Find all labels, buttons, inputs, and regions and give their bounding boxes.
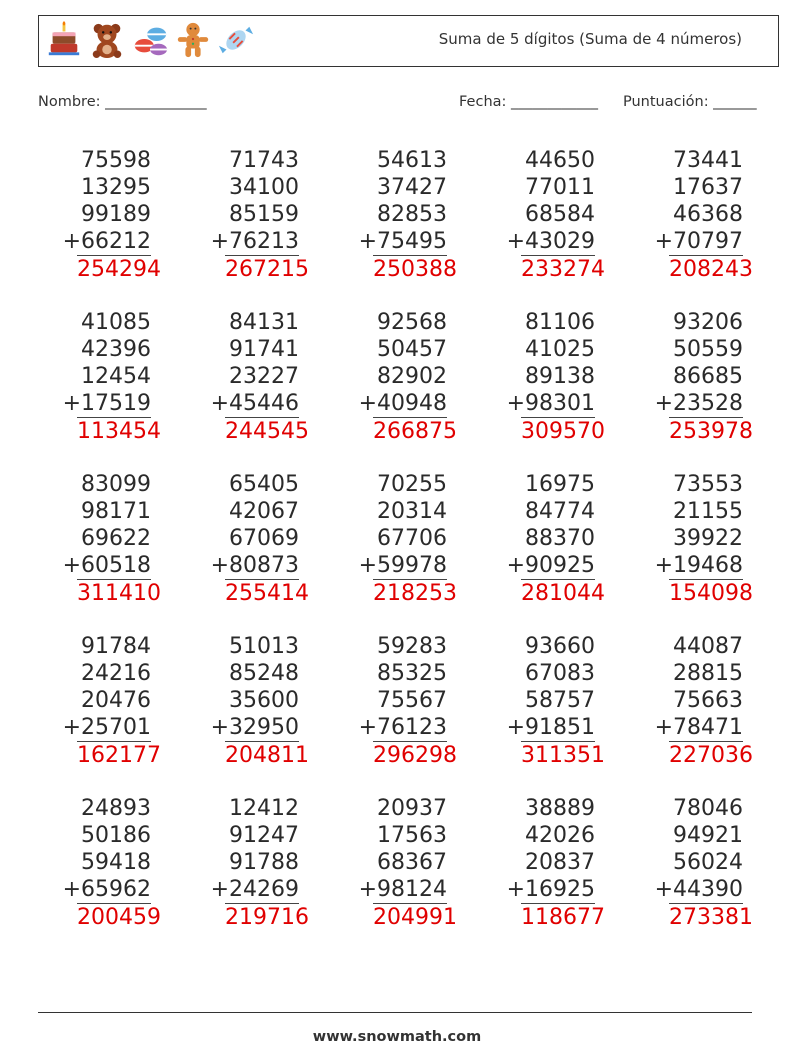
addend-3: 12454	[81, 364, 151, 389]
addend-2: 42396	[81, 337, 151, 362]
addend-3: 99189	[81, 202, 151, 227]
answer: 296298	[373, 743, 457, 768]
addend-3: 67069	[229, 526, 299, 551]
addend-3: 23227	[229, 364, 299, 389]
answer: 233274	[521, 257, 605, 282]
date-field: Fecha: ____________	[459, 94, 599, 110]
addition-problem	[209, 309, 309, 445]
addition-problem	[357, 471, 457, 607]
addend-2: 67083	[525, 661, 595, 686]
addend-2: 17637	[673, 175, 743, 200]
addend-4: +80873	[210, 553, 299, 578]
addition-problem	[61, 309, 161, 445]
addend-3: 68367	[377, 850, 447, 875]
addition-problem	[357, 309, 457, 445]
addend-2: 13295	[81, 175, 151, 200]
addend-4: +24269	[210, 877, 299, 902]
addition-problem	[505, 147, 605, 283]
answer: 273381	[669, 905, 753, 930]
addition-problem	[653, 471, 753, 607]
addition-problem	[209, 795, 309, 931]
addition-problem	[209, 633, 309, 769]
addend-3: 82853	[377, 202, 447, 227]
addend-4: +66212	[62, 229, 151, 254]
candy-icon	[217, 21, 255, 59]
addend-1: 83099	[81, 472, 151, 497]
addend-4: +59978	[358, 553, 447, 578]
addend-4: +70797	[654, 229, 743, 254]
addend-1: 38889	[525, 796, 595, 821]
score-field: Puntuación: ______	[623, 94, 757, 110]
addition-problem	[61, 147, 161, 283]
addend-2: 17563	[377, 823, 447, 848]
addend-1: 24893	[81, 796, 151, 821]
answer: 311351	[521, 743, 605, 768]
addend-2: 42026	[525, 823, 595, 848]
addend-2: 98171	[81, 499, 151, 524]
addend-3: 82902	[377, 364, 447, 389]
addend-1: 78046	[673, 796, 743, 821]
addend-1: 84131	[229, 310, 299, 335]
addend-1: 44650	[525, 148, 595, 173]
addend-3: 59418	[81, 850, 151, 875]
macarons-icon	[131, 21, 169, 59]
addend-1: 73553	[673, 472, 743, 497]
worksheet-title: Suma de 5 dígitos (Suma de 4 números)	[438, 30, 742, 48]
answer: 244545	[225, 419, 309, 444]
addition-problem	[505, 309, 605, 445]
addition-problem	[61, 795, 161, 931]
addend-1: 54613	[377, 148, 447, 173]
addend-4: +91851	[506, 715, 595, 740]
addend-4: +25701	[62, 715, 151, 740]
addend-1: 20937	[377, 796, 447, 821]
addend-1: 93660	[525, 634, 595, 659]
addend-2: 84774	[525, 499, 595, 524]
addend-2: 91247	[229, 823, 299, 848]
addend-3: 39922	[673, 526, 743, 551]
addend-4: +17519	[62, 391, 151, 416]
addend-2: 50559	[673, 337, 743, 362]
header-box	[38, 15, 779, 67]
addend-3: 85159	[229, 202, 299, 227]
addend-2: 20314	[377, 499, 447, 524]
answer: 200459	[77, 905, 161, 930]
addition-problem	[653, 633, 753, 769]
answer: 154098	[669, 581, 753, 606]
addition-problem	[653, 147, 753, 283]
addend-1: 75598	[81, 148, 151, 173]
teddy-bear-icon	[88, 21, 126, 59]
gingerbread-man-icon	[174, 21, 212, 59]
addend-4: +98124	[358, 877, 447, 902]
addend-2: 21155	[673, 499, 743, 524]
addend-4: +98301	[506, 391, 595, 416]
addend-4: +43029	[506, 229, 595, 254]
addend-1: 93206	[673, 310, 743, 335]
addend-3: 58757	[525, 688, 595, 713]
addend-4: +45446	[210, 391, 299, 416]
addend-4: +90925	[506, 553, 595, 578]
addend-3: 35600	[229, 688, 299, 713]
addend-1: 16975	[525, 472, 595, 497]
addend-4: +23528	[654, 391, 743, 416]
answer: 250388	[373, 257, 457, 282]
addend-2: 42067	[229, 499, 299, 524]
addend-1: 59283	[377, 634, 447, 659]
addend-2: 85248	[229, 661, 299, 686]
addend-4: +40948	[358, 391, 447, 416]
footer-website: www.snowmath.com	[312, 1029, 482, 1045]
addend-4: +60518	[62, 553, 151, 578]
addend-1: 81106	[525, 310, 595, 335]
addend-3: 69622	[81, 526, 151, 551]
addend-2: 37427	[377, 175, 447, 200]
answer: 227036	[669, 743, 753, 768]
answer: 204991	[373, 905, 457, 930]
addition-problem	[357, 795, 457, 931]
addition-problem	[505, 633, 605, 769]
answer: 113454	[77, 419, 161, 444]
addition-problem	[505, 795, 605, 931]
addend-1: 70255	[377, 472, 447, 497]
addend-1: 51013	[229, 634, 299, 659]
addend-4: +16925	[506, 877, 595, 902]
addition-problem	[653, 795, 753, 931]
addend-3: 46368	[673, 202, 743, 227]
answer: 204811	[225, 743, 309, 768]
answer: 311410	[77, 581, 161, 606]
addend-2: 50457	[377, 337, 447, 362]
addend-4: +75495	[358, 229, 447, 254]
cake-icon	[45, 21, 83, 59]
answer: 162177	[77, 743, 161, 768]
addend-4: +78471	[654, 715, 743, 740]
addend-4: +44390	[654, 877, 743, 902]
addition-problem	[61, 633, 161, 769]
answer: 281044	[521, 581, 605, 606]
addend-1: 73441	[673, 148, 743, 173]
addend-4: +32950	[210, 715, 299, 740]
addend-2: 91741	[229, 337, 299, 362]
addend-3: 86685	[673, 364, 743, 389]
answer: 253978	[669, 419, 753, 444]
answer: 255414	[225, 581, 309, 606]
addend-3: 20476	[81, 688, 151, 713]
addend-1: 92568	[377, 310, 447, 335]
addend-3: 75663	[673, 688, 743, 713]
addition-problem	[209, 471, 309, 607]
addend-2: 50186	[81, 823, 151, 848]
addend-2: 28815	[673, 661, 743, 686]
addition-problem	[357, 147, 457, 283]
addend-2: 77011	[525, 175, 595, 200]
addend-2: 94921	[673, 823, 743, 848]
addend-2: 85325	[377, 661, 447, 686]
addition-problem	[61, 471, 161, 607]
addend-1: 91784	[81, 634, 151, 659]
answer: 266875	[373, 419, 457, 444]
answer: 118677	[521, 905, 605, 930]
footer-divider	[38, 1012, 752, 1013]
addend-1: 71743	[229, 148, 299, 173]
addend-3: 89138	[525, 364, 595, 389]
addend-3: 75567	[377, 688, 447, 713]
addend-1: 44087	[673, 634, 743, 659]
answer: 219716	[225, 905, 309, 930]
name-field: Nombre: ______________	[38, 94, 207, 110]
addend-3: 56024	[673, 850, 743, 875]
addend-3: 88370	[525, 526, 595, 551]
addition-problem	[653, 309, 753, 445]
addend-4: +76213	[210, 229, 299, 254]
addend-1: 65405	[229, 472, 299, 497]
answer: 254294	[77, 257, 161, 282]
addend-2: 41025	[525, 337, 595, 362]
addend-2: 34100	[229, 175, 299, 200]
addend-2: 24216	[81, 661, 151, 686]
addend-1: 41085	[81, 310, 151, 335]
addend-3: 91788	[229, 850, 299, 875]
addition-problem	[209, 147, 309, 283]
addition-problem	[357, 633, 457, 769]
addend-3: 67706	[377, 526, 447, 551]
answer: 309570	[521, 419, 605, 444]
icon-strip	[45, 21, 255, 59]
addend-4: +65962	[62, 877, 151, 902]
addend-3: 68584	[525, 202, 595, 227]
addition-problem	[505, 471, 605, 607]
addend-1: 12412	[229, 796, 299, 821]
addend-4: +76123	[358, 715, 447, 740]
answer: 208243	[669, 257, 753, 282]
answer: 218253	[373, 581, 457, 606]
addend-3: 20837	[525, 850, 595, 875]
answer: 267215	[225, 257, 309, 282]
addend-4: +19468	[654, 553, 743, 578]
